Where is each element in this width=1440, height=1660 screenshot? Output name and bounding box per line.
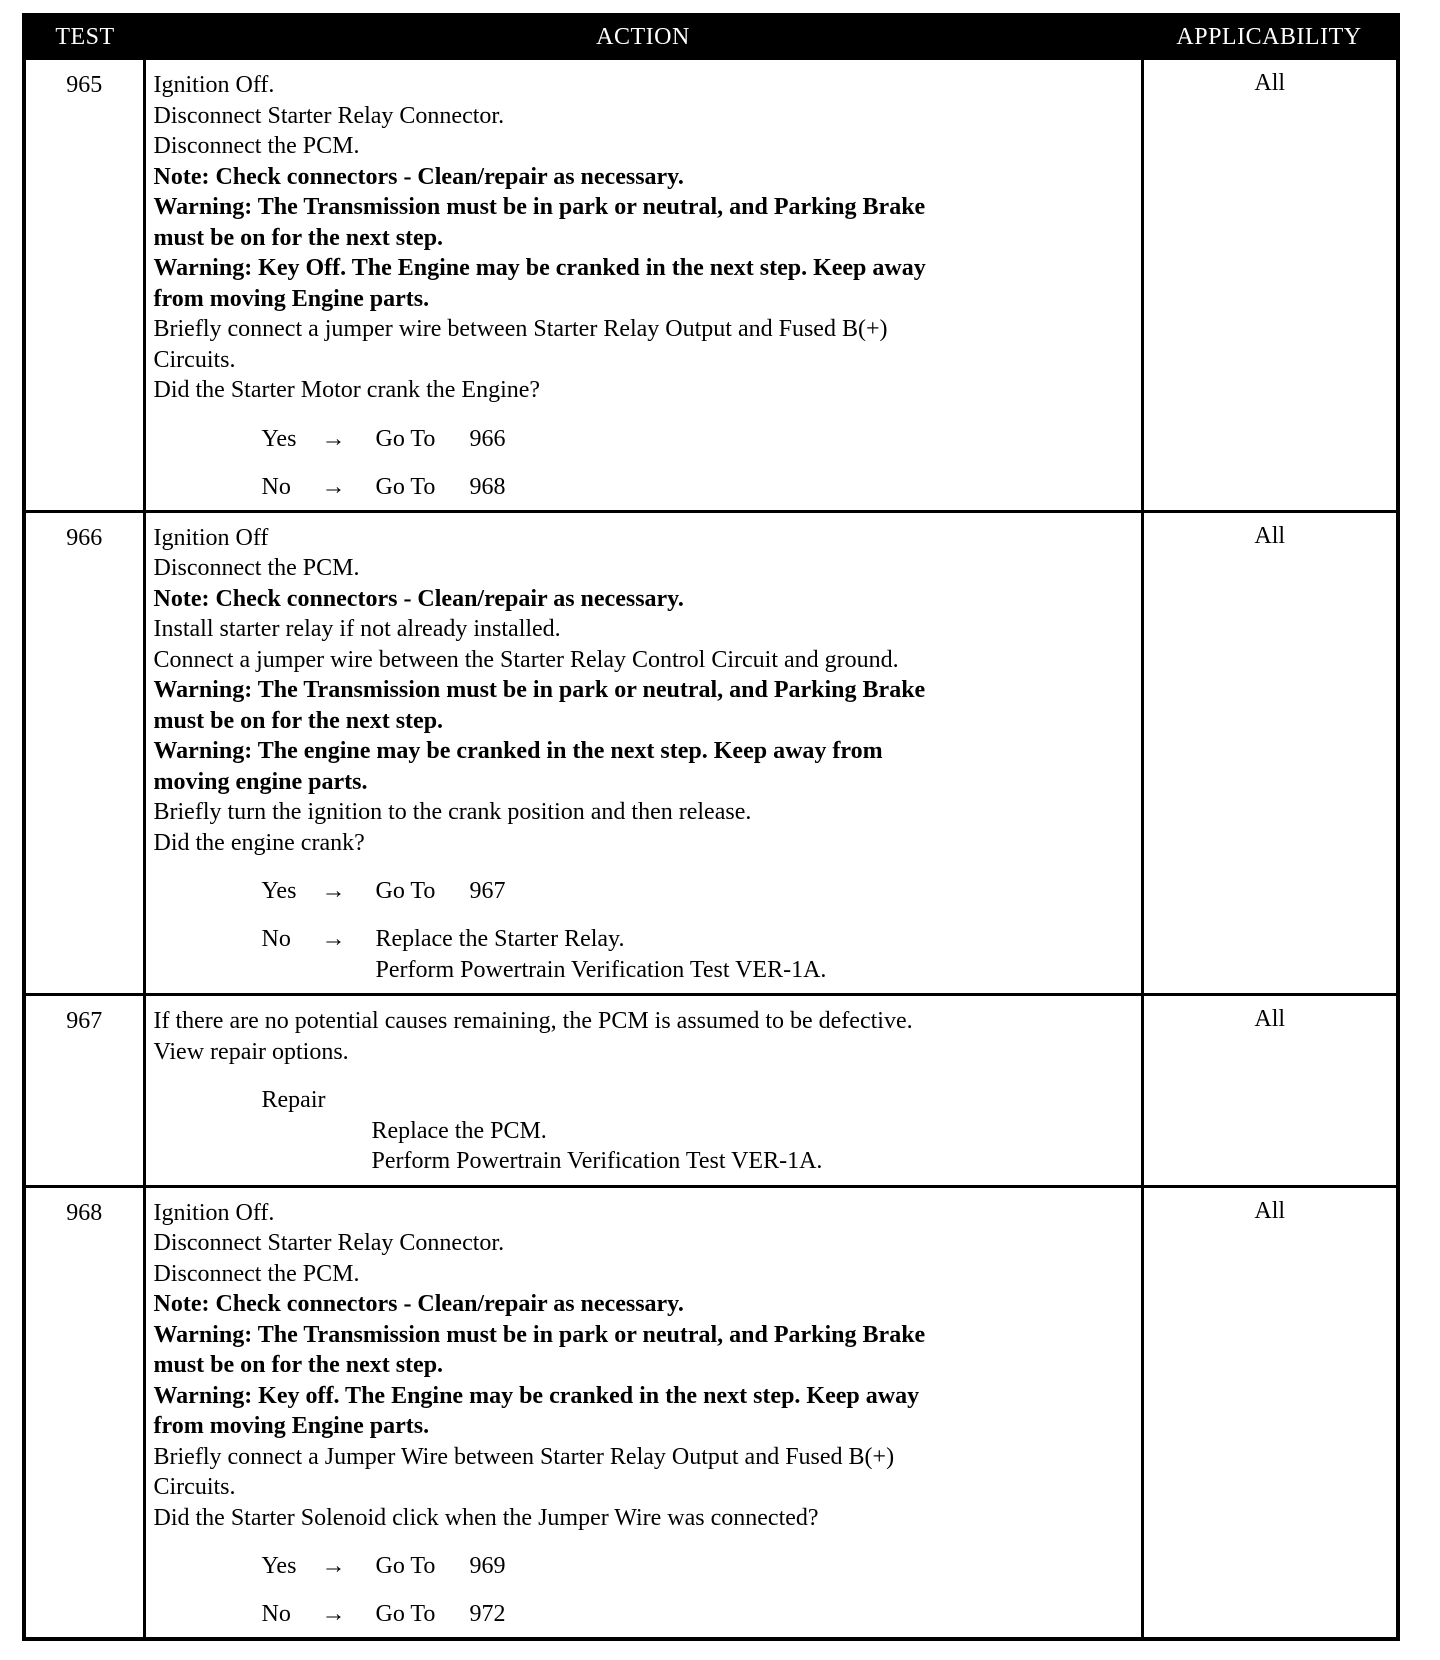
branch-no: [154, 924, 1135, 985]
branch-yes: [154, 1551, 1135, 1581]
step-text: Disconnect Starter Relay Connector.: [153, 102, 505, 129]
arrow-right-icon: →: [321, 1553, 346, 1579]
header-applicability: APPLICABILITY: [1142, 15, 1398, 59]
goto-target-link[interactable]: 966: [469, 425, 506, 452]
warning-text: must be on for the next step.: [153, 707, 444, 734]
warning-text: from moving Engine parts.: [153, 1413, 430, 1439]
step-text: Disconnect the PCM.: [153, 133, 360, 159]
warning-text: moving engine parts.: [153, 768, 368, 795]
branch-label: No: [261, 473, 291, 500]
repair-instruction: Replace the PCM.: [371, 1117, 547, 1144]
step-text: Ignition Off.: [153, 1199, 275, 1226]
step-text: Ignition Off.: [153, 72, 275, 98]
applicability-value: All: [1142, 1186, 1398, 1639]
arrow-right-icon: →: [321, 926, 346, 952]
step-text: If there are no potential causes remaining, the PCM is assumed to be defective.: [153, 1008, 913, 1034]
table-row-968: [24, 1186, 1398, 1639]
table-row-965: [24, 59, 1398, 512]
step-text: Briefly connect a Jumper Wire between Starter Relay Output and Fused B(+): [153, 1443, 895, 1470]
step-text: Disconnect the PCM.: [153, 1260, 360, 1287]
arrow-right-icon: →: [321, 473, 346, 500]
goto-label: Go To: [375, 878, 436, 904]
arrow-right-icon: →: [321, 425, 346, 452]
warning-text: Warning: The engine may be cranked in the next step. Keep away from: [153, 738, 883, 764]
applicability-value: All: [1142, 995, 1398, 1187]
branch-label: Yes: [261, 425, 297, 452]
branch-no: [154, 472, 1135, 502]
goto-label: Go To: [375, 425, 436, 452]
warning-text: Warning: The Transmission must be in park or neutral, and Parking Brake: [153, 1321, 926, 1348]
branch-label: Yes: [261, 878, 297, 904]
table-row-967: [24, 995, 1398, 1187]
branch-no: [154, 1599, 1135, 1629]
action-cell: [144, 511, 1142, 995]
header-test: TEST: [24, 15, 144, 59]
note-text: Note: Check connectors - Clean/repair as necessary.: [153, 585, 684, 612]
goto-target-link[interactable]: 968: [469, 473, 506, 500]
question-text: Did the Starter Motor crank the Engine?: [153, 377, 541, 403]
warning-text: Warning: Key off. The Engine may be cranked in the next step. Keep away: [153, 1382, 920, 1409]
goto-target-link[interactable]: 967: [469, 878, 506, 904]
branch-label: No: [261, 1601, 291, 1627]
branch-label: Yes: [261, 1553, 297, 1579]
question-text: Did the engine crank?: [153, 829, 365, 856]
step-text: Circuits.: [153, 346, 236, 373]
action-cell: [144, 1186, 1142, 1639]
test-number: 967: [24, 995, 144, 1187]
step-text: Briefly turn the ignition to the crank position and then release.: [153, 799, 752, 825]
step-text: Disconnect the PCM.: [153, 555, 360, 581]
test-number: 965: [24, 59, 144, 512]
question-text: Did the Starter Solenoid click when the Jumper Wire was connected?: [153, 1504, 819, 1531]
warning-text: must be on for the next step.: [153, 1352, 444, 1378]
note-text: Note: Check connectors - Clean/repair as necessary.: [153, 163, 684, 190]
verification-link[interactable]: Perform Powertrain Verification Test VER-1A.: [375, 956, 827, 983]
warning-text: must be on for the next step.: [153, 224, 444, 251]
goto-target-link[interactable]: 969: [469, 1553, 506, 1579]
warning-text: from moving Engine parts.: [153, 285, 430, 312]
repair-options: [154, 1085, 1135, 1177]
goto-target-link[interactable]: 972: [469, 1601, 506, 1627]
action-cell: [144, 995, 1142, 1187]
goto-label: Go To: [375, 1601, 436, 1627]
warning-text: Warning: The Transmission must be in park or neutral, and Parking Brake: [153, 194, 926, 220]
table-row-966: [24, 511, 1398, 995]
step-text: Install starter relay if not already installed.: [153, 616, 561, 642]
applicability-value: All: [1142, 59, 1398, 512]
repair-label: Repair: [261, 1087, 326, 1113]
verification-link[interactable]: Perform Powertrain Verification Test VER-1A.: [371, 1148, 823, 1174]
arrow-right-icon: →: [321, 1601, 346, 1627]
step-text: Circuits.: [153, 1474, 236, 1500]
warning-text: Warning: The Transmission must be in park or neutral, and Parking Brake: [153, 677, 926, 703]
goto-label: Go To: [375, 1553, 436, 1579]
branch-label: No: [261, 926, 291, 952]
branch-yes: [154, 424, 1135, 454]
branch-instruction: Replace the Starter Relay.: [375, 926, 625, 952]
test-number: 968: [24, 1186, 144, 1639]
branch-yes: [154, 876, 1135, 906]
step-text: Ignition Off: [153, 524, 269, 551]
test-number: 966: [24, 511, 144, 995]
step-text: Connect a jumper wire between the Starter Relay Control Circuit and ground.: [153, 646, 899, 673]
diagnostic-test-table: [22, 13, 1400, 1641]
arrow-right-icon: →: [321, 878, 346, 904]
header-action: ACTION: [144, 15, 1142, 59]
warning-text: Warning: Key Off. The Engine may be cranked in the next step. Keep away: [153, 255, 926, 281]
action-cell: [144, 59, 1142, 512]
step-text: Briefly connect a jumper wire between Starter Relay Output and Fused B(+): [153, 316, 888, 342]
table-header-row: [24, 15, 1398, 59]
note-text: Note: Check connectors - Clean/repair as necessary.: [153, 1291, 684, 1317]
step-text: View repair options.: [153, 1038, 349, 1065]
step-text: Disconnect Starter Relay Connector.: [153, 1230, 505, 1256]
applicability-value: All: [1142, 511, 1398, 995]
goto-label: Go To: [375, 473, 436, 500]
